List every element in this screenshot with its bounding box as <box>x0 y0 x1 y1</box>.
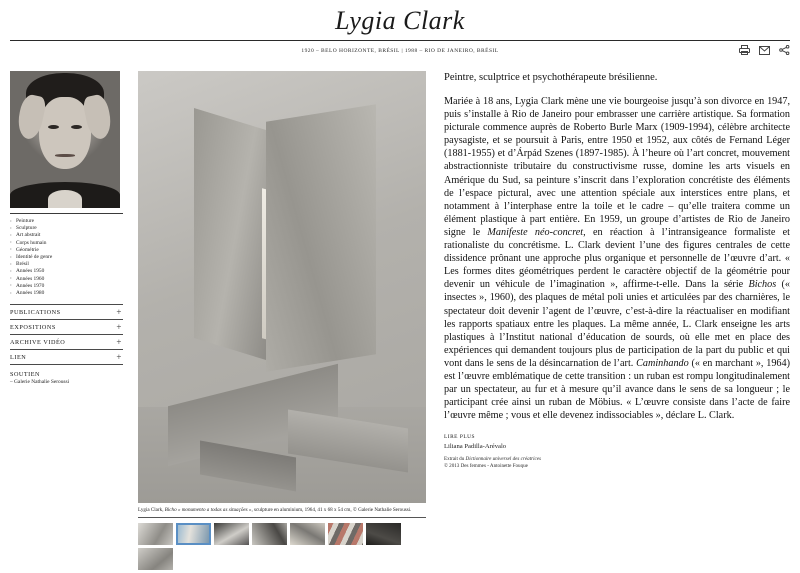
body-part-4: (« en marchant », 1964) est l’œuvre emblématique de cette transition : un ruban est rompu longitudinalement par un spectateur, au fur et à mesure qu’il avance dans le sens de sa longueur ; le participant crée ainsi un ruban de Möbius. « L’œuvre consiste dans l’acte de faire l’œuvre même ; vous et elle devenez indissociables », déclare L. Clark. <box>444 357 790 422</box>
plus-icon: + <box>116 321 122 332</box>
mail-icon[interactable] <box>759 46 770 55</box>
menu-label: EXPOSITIONS <box>10 323 56 331</box>
artwork-caption <box>138 507 426 514</box>
thumbnail-item[interactable] <box>290 523 325 545</box>
sidebar-item-expositions[interactable] <box>10 319 123 334</box>
page-title: Lygia Clark <box>335 6 465 35</box>
menu-bottom-divider <box>10 364 123 365</box>
tag-item[interactable]: › Identité de genre <box>10 254 130 261</box>
credit-pre: Extrait du <box>444 456 466 463</box>
page-header <box>0 0 800 63</box>
sidebar <box>10 71 130 570</box>
tag-item[interactable]: › Années 1950 <box>10 268 130 275</box>
share-toolbar <box>739 45 790 55</box>
caption-divider <box>138 517 426 518</box>
article-column <box>426 71 790 570</box>
article-author: Liliana Padilla-Arévalo <box>444 443 507 451</box>
tag-item[interactable]: › Art abstrait <box>10 232 130 239</box>
artist-portrait <box>10 71 120 208</box>
thumbnail-item[interactable] <box>328 523 363 545</box>
credit-copyright: © 2013 Des femmes - Antoinette Fouque <box>444 463 528 470</box>
body-part-1: Mariée à 18 ans, Lygia Clark mène une vie bourgeoise jusqu’à son divorce en 1947, puis s’installe à Rio de Janeiro pour embrasser une carrière artistique. Sa formation picturale commence auprès de Roberto Burle Marx (1909-1994), célèbre architecte paysagiste, et se poursuit à Paris, entre 1950 et 1952, aux côtés de Fernand Léger (1881-1955) et d’Árpád Szenes (1897-1985). À l’heure où l’art concret, mouvement abstractionniste tributaire du constructivisme russe, domine les arts visuels en Amérique du Sud, sa peinture s’inscrit dans l’exploration concrétiste des éléments de l’espace pictural, avec une attention spéciale aux interstices entre plans, et notamment à l’interphase entre la toile et le cadre – qu’elle traitera comme un élément plastique à part entière. En 1959, un groupe d’artistes de Rio de Janeiro signe le <box>444 96 790 238</box>
tag-item[interactable]: › Corps humain <box>10 240 130 247</box>
work-title-manifeste: Manifeste néo-concret <box>487 226 584 238</box>
thumbnail-item[interactable] <box>138 523 173 545</box>
plus-icon: + <box>116 351 122 362</box>
tag-list <box>10 218 130 297</box>
sidebar-item-archive-video[interactable] <box>10 334 123 349</box>
thumbnail-item-selected[interactable] <box>176 523 211 545</box>
content-columns <box>0 63 800 570</box>
thumbnail-item[interactable] <box>138 548 173 570</box>
thumbnail-strip <box>138 523 430 570</box>
sidebar-item-publications[interactable] <box>10 304 123 319</box>
sidebar-menu <box>10 304 123 365</box>
support-section <box>10 371 123 385</box>
credit-source: Dictionnaire universel des créatrices <box>465 456 542 463</box>
plus-icon: + <box>116 306 122 317</box>
tag-item[interactable]: › Années 1960 <box>10 276 130 283</box>
article-lede: Peintre, sculptrice et psychothérapeute brésilienne. <box>444 72 658 83</box>
artwork-image[interactable] <box>138 71 426 503</box>
menu-label: LIEN <box>10 353 27 361</box>
share-icon[interactable] <box>779 45 790 55</box>
support-heading: SOUTIEN <box>10 371 40 379</box>
plus-icon: + <box>116 336 122 347</box>
tag-divider <box>10 213 123 214</box>
tag-item[interactable]: › Brésil <box>10 261 130 268</box>
read-more-link[interactable]: LIRE PLUS <box>444 434 476 441</box>
artist-dates: 1920 – BELO HORIZONTE, BRÉSIL | 1988 – RIO DE JANEIRO, BRÉSIL <box>301 48 499 54</box>
tag-item[interactable]: › Peinture <box>10 218 130 225</box>
menu-label: PUBLICATIONS <box>10 308 61 316</box>
thumbnail-item[interactable] <box>214 523 249 545</box>
caption-post: , sculpture en aluminium, 1964, 41 x 68 x 54 cm, © Galerie Nathalie Seroussi. <box>251 507 412 513</box>
article-credit <box>444 456 790 470</box>
thumbnail-item[interactable] <box>252 523 287 545</box>
media-column <box>130 71 426 570</box>
work-title-caminhando: Caminhando <box>636 357 689 369</box>
sidebar-item-lien[interactable] <box>10 349 123 364</box>
caption-title: Bicho « monumento a todas as situações » <box>164 507 252 513</box>
header-subrow <box>0 41 800 63</box>
tag-item[interactable]: › Années 1970 <box>10 283 130 290</box>
menu-label: ARCHIVE VIDÉO <box>10 338 66 346</box>
thumbnail-item[interactable] <box>366 523 401 545</box>
tag-item[interactable]: › Géométrie <box>10 247 130 254</box>
tag-item[interactable]: › Années 1980 <box>10 290 130 297</box>
tag-item[interactable]: › Sculpture <box>10 225 130 232</box>
body-part-2: , en réaction à l’intransigeance formaliste et rationaliste du concrétisme. L. Clark devient l’une des figures centrales de cette dissidence prônant une approche plus organique et personnelle de l’œuvre d’art. « Les formes dites géométriques perdent le caractère objectif de la géométrie pour devenir un véhicule de l’imagination », affirme-t-elle. Dans la série <box>444 226 791 291</box>
support-link[interactable]: – Galerie Nathalie Seroussi <box>10 379 70 386</box>
article-body <box>444 95 790 422</box>
print-icon[interactable] <box>739 45 750 55</box>
work-title-bichos: Bichos <box>748 279 777 291</box>
body-part-3: (« insectes », 1960), des plaques de métal poli unies et articulées par des charnières, le spectateur doit devenir l’agent de l’œuvre, c’est-à-dire la réactualiser en modifiant les rapports spatiaux entre les plaques. La même année, L. Clark enseigne les arts plastiques à l’Institut national d’éducation de sourds, où elle met en place des expériences qui demandent toujours plus de participation de la part du public et qui vont dans le sens de la désincarnation de l’art. <box>444 279 790 369</box>
caption-pre: Lygia Clark, <box>138 507 165 513</box>
